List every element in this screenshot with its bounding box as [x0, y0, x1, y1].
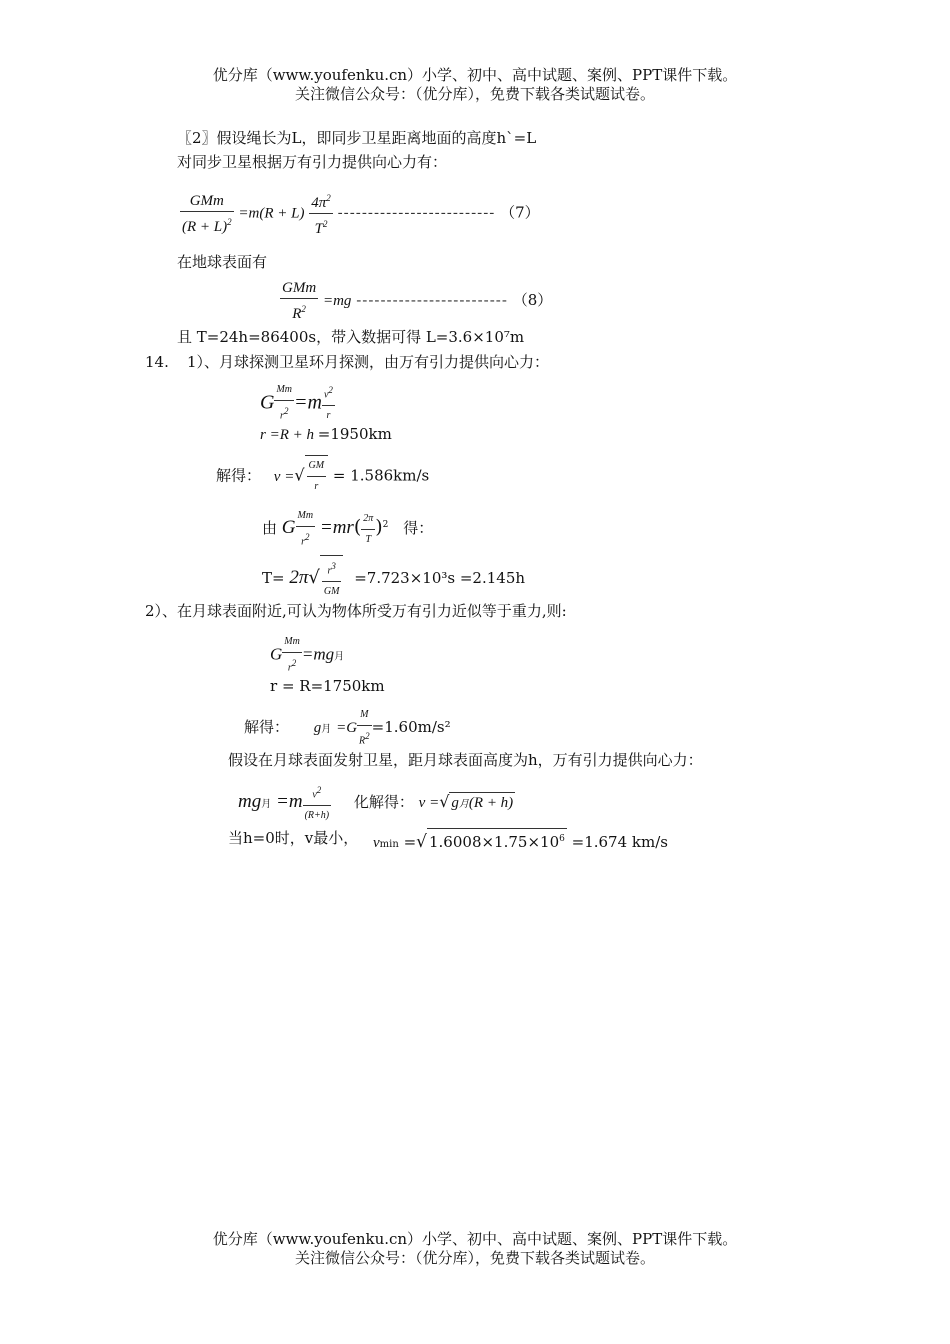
part2-q14-intro: 2）、在月球表面附近,可认为物体所受万有引力近似等于重力,则: [145, 602, 567, 620]
part2-assumption: 〖2〗假设绳长为L，即同步卫星距离地面的高度h`=L [177, 129, 537, 147]
solve2-label: 解得： [244, 718, 290, 737]
velocity-value: = 1.586km/s [332, 466, 430, 485]
surface-gravity-equation: G $\frac{Mm}{r^2}$ =mg月 [270, 632, 344, 678]
solve-label: 解得： [216, 466, 262, 485]
min-velocity-equation: vmin =√ $1.6008\times 1.75\times 10^6 =1.674$ km/s [373, 828, 668, 855]
equation-8: $\frac{\text{GMm}}{R^2}$ =mg ------------------------- （8） [282, 280, 553, 322]
equation-7-label: （7） [500, 203, 540, 222]
period-result: T= 2π√ $\frac{r^3}{GM}$ =7.723×10³s =2.145h [262, 555, 525, 602]
from-label: 由 [262, 519, 278, 538]
footer-line-1: 优分库（www.youfenku.cn）小学、初中、高中试题、案例、PPT课件下载。 [212, 1230, 738, 1248]
equation-7: $\frac{\text{GMm}}{(R + L)^2}$ =m(R + L) $\frac{4\pi^2}{T^2}$ -------------------------- （7） [182, 192, 540, 237]
velocity-solution: 解得： v =√ $\frac{GM}{r}$ = 1.586km/s [216, 455, 429, 497]
min-velocity-value: =1.674 km/s [571, 833, 668, 851]
orbit-radius-value: =1950km [317, 425, 392, 443]
part1-intro: 1）、月球探测卫星环月探测，由万有引力提供向心力： [187, 353, 550, 371]
question-number: 14. [145, 353, 169, 371]
equation-8-label: （8） [512, 291, 553, 309]
moon-radius: r = R=1750km [270, 677, 385, 695]
part2-result: 且 T=24h=86400s，带入数据可得 L=3.6×10⁷m [177, 328, 525, 346]
part2-statement: 对同步卫星根据万有引力提供向心力有： [177, 153, 448, 171]
header-line-2: 关注微信公众号：（优分库），免费下载各类试题试卷。 [294, 85, 655, 103]
launch-equation: mg月 =m $\frac{v^2}{(R+h)}$ 化解得： v =√ g月(R + h) [238, 780, 515, 826]
earth-surface-text: 在地球表面有 [177, 253, 268, 271]
gravity-solution: 解得： g月 =G $\frac{M}{R^2}$ =1.60m/s² [244, 705, 451, 751]
header-line-1: 优分库（www.youfenku.cn）小学、初中、高中试题、案例、PPT课件下载。 [212, 66, 738, 84]
period-prefix: T= [262, 569, 285, 588]
get-label: 得： [403, 519, 434, 538]
gravity-value: =1.60m/s² [371, 718, 451, 737]
launch-text: 假设在月球表面发射卫星，距月球表面高度为h，万有引力提供向心力： [228, 751, 703, 769]
footer-line-2: 关注微信公众号：（优分库），免费下载各类试题试卷。 [294, 1249, 655, 1267]
orbit-radius: r =R + h =1950km [260, 425, 392, 443]
period-equation: 由 G $\frac{Mm}{r^2}$ =mr( $\frac{2\pi}{T}$ )$^2$ 得： [262, 506, 433, 552]
gravity-equation: G $\frac{Mm}{r^2}$ =m $\frac{v^2}{r}$ [260, 380, 335, 426]
simplify-label: 化解得： [353, 793, 414, 812]
min-velocity-text: 当h=0时，v最小， [228, 829, 359, 847]
period-value: =7.723×10³s =2.145h [354, 569, 526, 588]
